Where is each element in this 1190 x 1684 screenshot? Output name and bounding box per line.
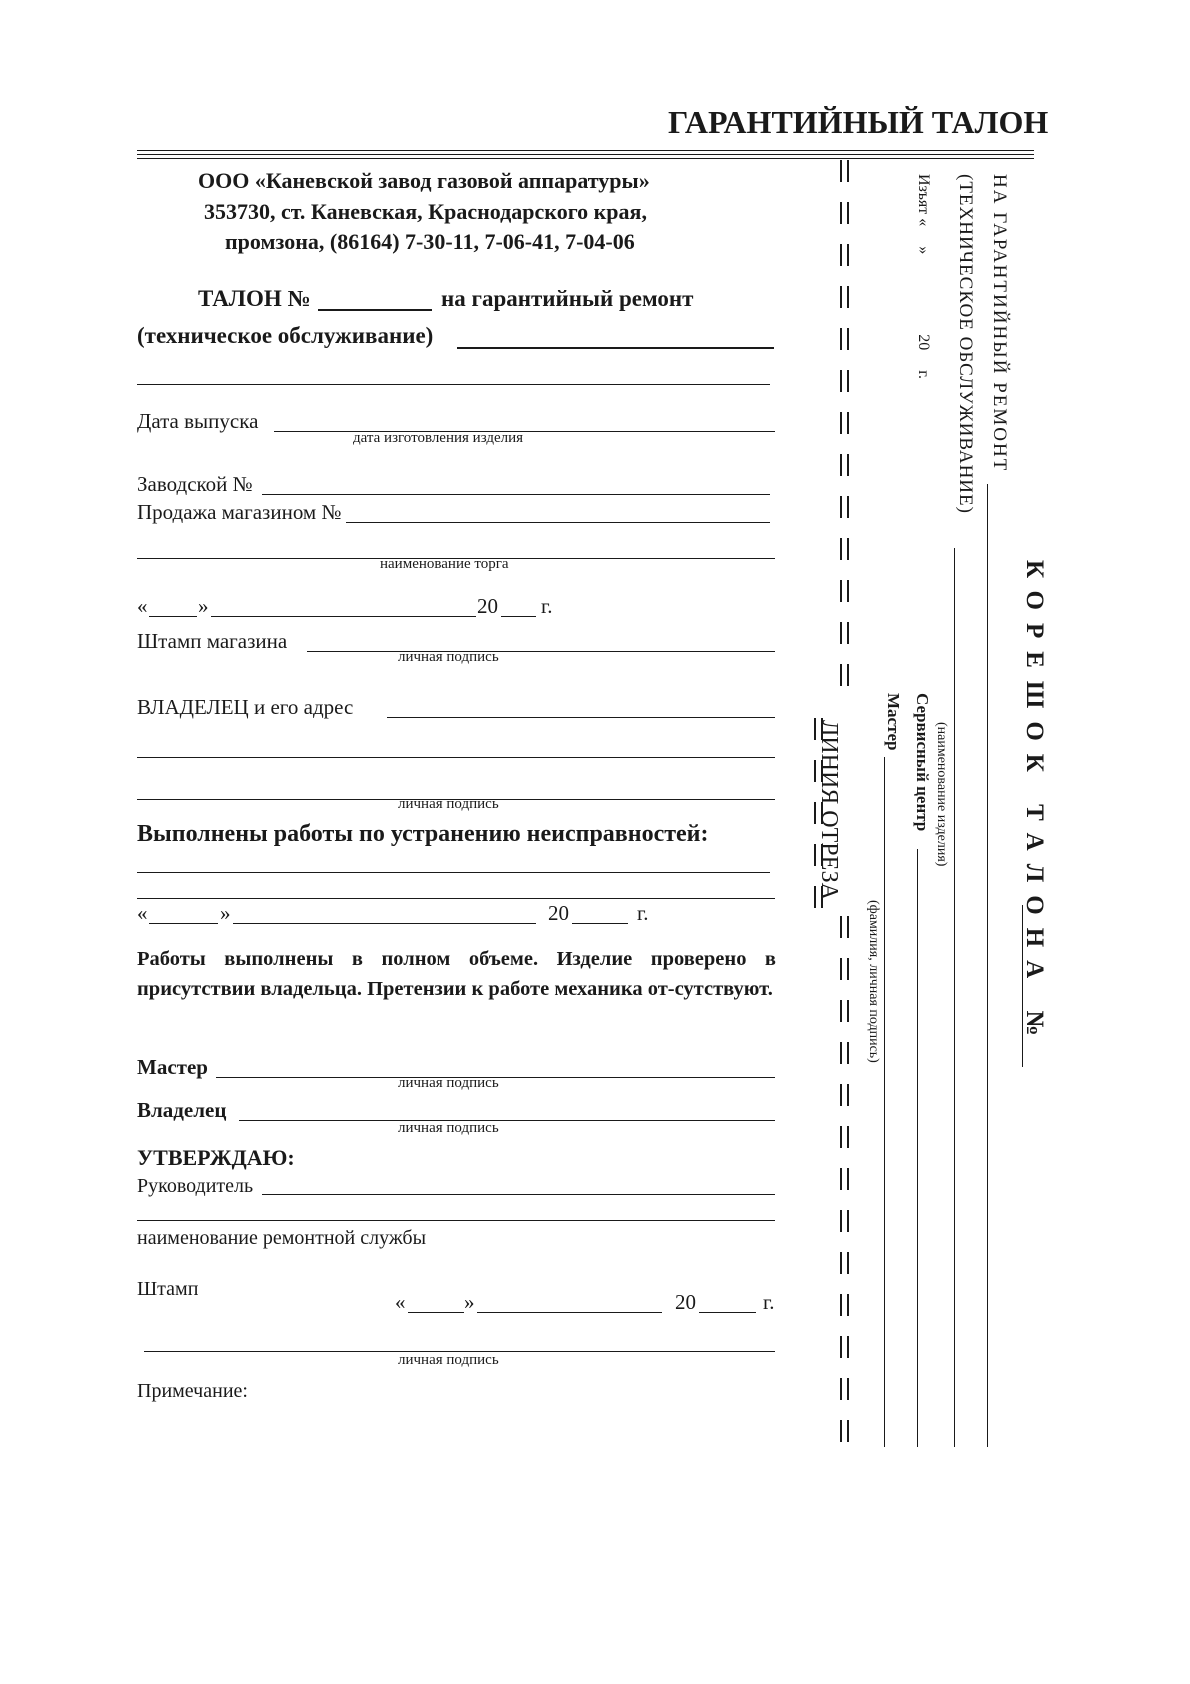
head-signature-field[interactable] [262,1194,775,1195]
stub-number-field[interactable] [1022,905,1023,1067]
cut-line-dash [840,664,850,686]
date2-day-field[interactable] [149,923,218,924]
owner-label: ВЛАДЕЛЕЦ и его адрес [137,695,354,719]
stub-line2: (ТЕХНИЧЕСКОЕ ОБСЛУЖИВАНИЕ) [955,174,976,514]
owner-address-field[interactable] [387,717,775,718]
coupon-title-prefix: ТАЛОН № [198,286,311,311]
date3-suffix: г. [763,1290,775,1314]
sold-by-field[interactable] [346,522,770,523]
header-rule [137,158,1034,159]
company-name: ООО «Каневской завод газовой аппаратуры» [198,168,650,193]
cut-line-dash [840,244,850,266]
stub-master-label: Мастер [884,693,903,751]
approve-label: УТВЕРЖДАЮ: [137,1145,295,1170]
works-line[interactable] [137,872,770,873]
date2-open: « [137,901,148,925]
serial-label: Заводской № [137,472,253,496]
header-rule [137,154,1034,155]
date-month-field[interactable] [211,616,476,617]
cut-line-dash [840,1210,850,1232]
date-mid: » [198,594,209,618]
stub-title: КОРЕШОК ТАЛОНА № [1021,560,1048,1049]
cut-line-dash [840,286,850,308]
shop-stamp-caption: личная подпись [398,649,499,665]
cut-line-dash [840,496,850,518]
cut-line-dash [840,1420,850,1442]
date2-mid: » [220,901,231,925]
owner-caption: личная подпись [398,796,499,812]
release-date-label: Дата выпуска [137,409,259,433]
shop-caption: наименование торга [380,556,509,572]
shop-stamp-field[interactable] [307,651,775,652]
header-rule [137,150,1034,151]
company-address: 353730, ст. Каневская, Краснодарского края, [204,199,647,224]
cut-line-label: ЛИНИЯ ОТРЕЗА [816,720,842,900]
stub-withdrawn: Изъят « » 20 г. [915,174,932,379]
cut-line-dash [840,202,850,224]
date3-day-field[interactable] [408,1312,464,1313]
stub-line1: НА ГАРАНТИЙНЫЙ РЕМОНТ [989,174,1010,473]
works-heading: Выполнены работы по устранению неисправностей: [137,821,709,847]
owner-sign-caption: личная подпись [398,1120,499,1136]
stub-item-caption: (наименование изделия) [934,722,949,867]
cut-line-dash [840,1042,850,1064]
stub-master-caption: (фамилия, личная подпись) [866,900,881,1063]
cut-line-dash [840,916,850,938]
page-title: ГАРАНТИЙНЫЙ ТАЛОН [668,104,1049,140]
sold-by-label: Продажа магазином № [137,500,342,524]
service-name-label: наименование ремонтной службы [137,1227,427,1249]
stub-master-field[interactable] [884,757,885,1447]
service-name-field[interactable] [137,1220,775,1221]
date3-open: « [395,1290,406,1314]
stamp-label: Штамп [137,1278,199,1300]
shop-stamp-label: Штамп магазина [137,629,288,653]
owner-sign-label: Владелец [137,1098,227,1122]
cut-line-dash [840,622,850,644]
cut-line-dash [840,580,850,602]
cut-line-dash [840,328,850,350]
owner-address-line[interactable] [137,757,775,758]
cut-line-dash [840,1252,850,1274]
stub-service-center-field[interactable] [917,849,918,1447]
coupon-subtitle: (техническое обслуживание) [137,323,434,348]
stub-service-field[interactable] [954,548,955,1447]
company-phones: промзона, (86164) 7-30-11, 7-06-41, 7-04-06 [225,229,635,254]
coupon-title-suffix: на гарантийный ремонт [441,286,694,311]
coupon-number-field[interactable] [318,309,432,311]
note-label: Примечание: [137,1380,248,1402]
cut-line-dash [840,1126,850,1148]
cut-line-dash [840,1336,850,1358]
owner-sign-field[interactable] [239,1120,775,1121]
date-year-prefix: 20 [477,594,498,618]
cut-line-dash [840,454,850,476]
date-suffix: г. [541,594,553,618]
date3-year-prefix: 20 [675,1290,696,1314]
cut-line-dash [840,1294,850,1316]
service-type-field[interactable] [457,347,774,349]
head-label: Руководитель [137,1175,254,1197]
date2-month-field[interactable] [233,923,536,924]
master-label: Мастер [137,1055,208,1079]
cut-line-dash [840,160,850,182]
cut-line-dash [840,1000,850,1022]
date-day-field[interactable] [149,616,197,617]
release-date-caption: дата изготовления изделия [353,430,524,446]
date3-mid: » [464,1290,475,1314]
serial-field[interactable] [262,494,770,495]
final-caption: личная подпись [398,1352,499,1368]
cut-line-dash [840,370,850,392]
cut-line-dash [840,538,850,560]
date2-year-field[interactable] [572,923,628,924]
date-year-field[interactable] [501,616,536,617]
master-caption: личная подпись [398,1075,499,1091]
cut-line-dash [840,412,850,434]
cut-line-dash [840,958,850,980]
blank-line[interactable] [137,384,770,385]
stub-repair-field[interactable] [987,484,988,1447]
works-line[interactable] [137,898,775,899]
cut-line-dash [840,1168,850,1190]
date3-year-field[interactable] [699,1312,756,1313]
stub-service-center-label: Сервисный центр [913,693,932,832]
date3-month-field[interactable] [477,1312,662,1313]
date2-year-prefix: 20 [548,901,569,925]
date2-suffix: г. [637,901,649,925]
release-date-field[interactable] [274,431,775,432]
cut-line-dash [840,1084,850,1106]
date-open: « [137,594,148,618]
works-statement: Работы выполнены в полном объеме. Изделие проверено в присутствии владельца. Претензии к работе механика от-сутствуют. [137,948,776,1000]
cut-line-dash [840,1378,850,1400]
